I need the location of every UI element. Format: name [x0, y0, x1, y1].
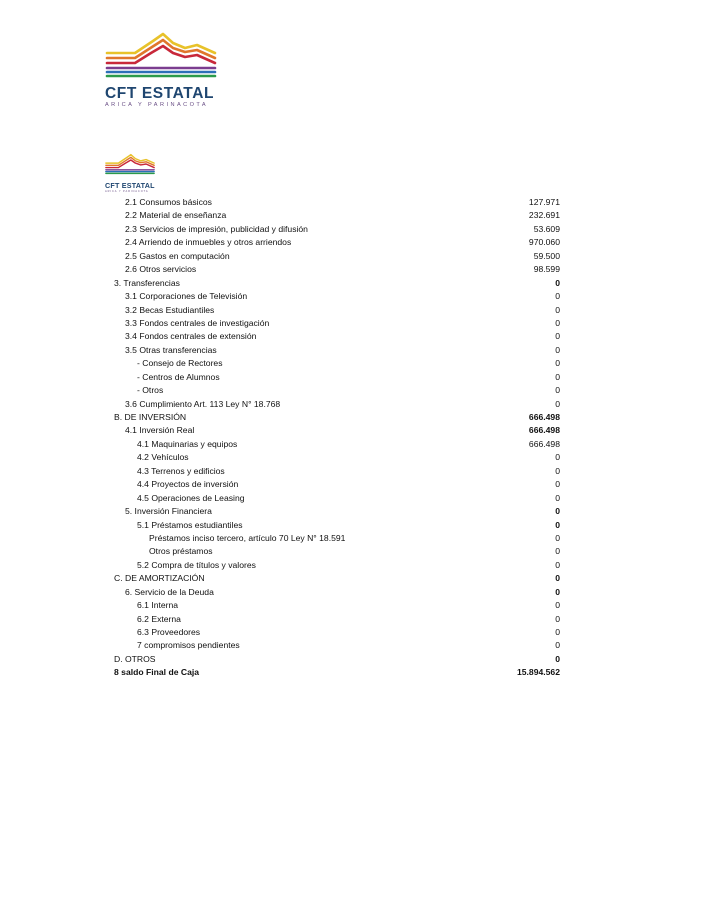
row-value: 0 [555, 344, 560, 355]
budget-table [114, 196, 560, 680]
row-label: 3.1 Corporaciones de Televisión [125, 291, 248, 302]
row-value: 127.971 [528, 197, 560, 207]
row-value: 0 [555, 331, 560, 342]
table-row [114, 371, 560, 384]
row-label: 7 compromisos pendientes [137, 640, 240, 651]
row-value: 970.060 [528, 237, 560, 248]
row-label: 6. Servicio de la Deuda [125, 586, 214, 597]
row-label: 4.5 Operaciones de Leasing [137, 492, 245, 503]
row-value: 0 [555, 640, 560, 651]
row-value: 0 [555, 600, 560, 611]
row-label: 5.2 Compra de títulos y valores [137, 559, 256, 570]
row-label: 3.4 Fondos centrales de extensión [125, 331, 257, 342]
table-row [114, 277, 560, 290]
row-label: 6.1 Interna [137, 600, 179, 611]
table-row [114, 505, 560, 518]
row-value: 98.599 [533, 264, 560, 275]
row-label: 2.4 Arriendo de inmuebles y otros arriendos [125, 237, 292, 248]
row-label: 6.3 Proveedores [137, 627, 201, 637]
row-value: 0 [555, 277, 560, 288]
row-value: 666.498 [528, 438, 560, 449]
table-row [114, 344, 560, 357]
table-row [114, 290, 560, 303]
row-label: 2.3 Servicios de impresión, publicidad y difusión [125, 223, 308, 234]
row-value: 0 [555, 546, 560, 557]
row-label: 3.3 Fondos centrales de investigación [125, 317, 270, 328]
row-label: 2.1 Consumos básicos [125, 197, 212, 207]
row-value: 0 [555, 358, 560, 369]
table-row [114, 357, 560, 370]
row-label: B. DE INVERSIÓN [114, 412, 187, 422]
row-label: - Centros de Alumnos [137, 371, 220, 382]
row-label: 2.2 Material de enseñanza [125, 210, 227, 221]
row-label: C. DE AMORTIZACIÓN [114, 573, 205, 584]
table-row [114, 639, 560, 652]
table-row [114, 196, 560, 209]
row-label: 8 saldo Final de Caja [114, 667, 200, 678]
table-row [114, 626, 560, 639]
row-value: 0 [555, 304, 560, 315]
table-row [114, 451, 560, 464]
row-label: 3.5 Otras transferencias [125, 344, 217, 355]
row-value: 0 [555, 519, 560, 530]
table-row [114, 398, 560, 411]
mountain-stripes-icon [105, 31, 217, 79]
row-value: 0 [555, 613, 560, 624]
table-row [114, 478, 560, 491]
row-value: 0 [555, 465, 560, 476]
table-row [114, 532, 560, 545]
row-value: 0 [555, 317, 560, 328]
row-label: 3.2 Becas Estudiantiles [125, 304, 215, 315]
row-value: 15.894.562 [516, 667, 560, 678]
table-row [114, 572, 560, 585]
table-row [114, 519, 560, 532]
logo-small-brand-text: CFT ESTATAL [105, 181, 155, 190]
row-value: 232.691 [528, 210, 560, 221]
row-label: 4.2 Vehículos [137, 452, 189, 463]
mountain-stripes-small-icon [105, 151, 155, 177]
logo-large [105, 31, 217, 108]
row-label: 2.5 Gastos en computación [125, 250, 230, 261]
table-row [114, 424, 560, 437]
row-value: 0 [555, 479, 560, 490]
logo-small-region-text: ARICA Y PARINACOTA [105, 190, 149, 193]
row-label: 4.3 Terrenos y edificios [137, 465, 225, 476]
row-label: - Otros [137, 385, 164, 396]
table-row [114, 411, 560, 424]
table-row [114, 438, 560, 451]
table-row [114, 250, 560, 263]
table-row [114, 304, 560, 317]
row-value: 0 [555, 559, 560, 570]
table-row [114, 613, 560, 626]
table-row [114, 465, 560, 478]
row-value: 0 [555, 653, 560, 664]
table-row [114, 209, 560, 222]
table-row [114, 263, 560, 276]
row-value: 53.609 [533, 223, 560, 234]
table-row [114, 666, 560, 679]
row-value: 0 [555, 573, 560, 584]
row-label: 5. Inversión Financiera [125, 506, 212, 517]
row-value: 666.498 [528, 425, 560, 436]
table-row [114, 236, 560, 249]
table-row [114, 653, 560, 666]
row-value: 0 [555, 532, 560, 543]
row-value: 0 [555, 371, 560, 382]
table-row [114, 330, 560, 343]
logo-small [105, 151, 157, 193]
row-value: 59.500 [533, 250, 560, 261]
row-value: 0 [555, 627, 560, 637]
row-value: 0 [555, 452, 560, 463]
table-row [114, 559, 560, 572]
row-value: 666.498 [528, 412, 560, 422]
logo-region-text: ARICA Y PARINACOTA [105, 102, 209, 108]
table-row [114, 545, 560, 558]
row-value: 0 [555, 492, 560, 503]
row-label: 2.6 Otros servicios [125, 264, 197, 275]
row-value: 0 [555, 291, 560, 302]
row-label: 3.6 Cumplimiento Art. 113 Ley N° 18.768 [125, 398, 281, 409]
table-row [114, 599, 560, 612]
row-label: 4.1 Inversión Real [125, 425, 195, 436]
row-label: 4.4 Proyectos de inversión [137, 479, 239, 490]
row-value: 0 [555, 586, 560, 597]
table-row [114, 586, 560, 599]
row-value: 0 [555, 506, 560, 517]
row-label: 6.2 Externa [137, 613, 181, 624]
row-label: D. OTROS [114, 653, 156, 664]
row-label: 3. Transferencias [114, 277, 180, 288]
row-label: Préstamos inciso tercero, artículo 70 Ley N° 18.591 [149, 532, 346, 543]
logo-brand-text: CFT ESTATAL [105, 85, 215, 102]
row-label: - Consejo de Rectores [137, 358, 223, 369]
row-label: Otros préstamos [149, 546, 213, 557]
table-row [114, 317, 560, 330]
table-row [114, 384, 560, 397]
table-row [114, 492, 560, 505]
row-value: 0 [555, 385, 560, 396]
table-row [114, 223, 560, 236]
row-label: 5.1 Préstamos estudiantiles [137, 519, 243, 530]
row-label: 4.1 Maquinarias y equipos [137, 438, 238, 449]
row-value: 0 [555, 398, 560, 409]
